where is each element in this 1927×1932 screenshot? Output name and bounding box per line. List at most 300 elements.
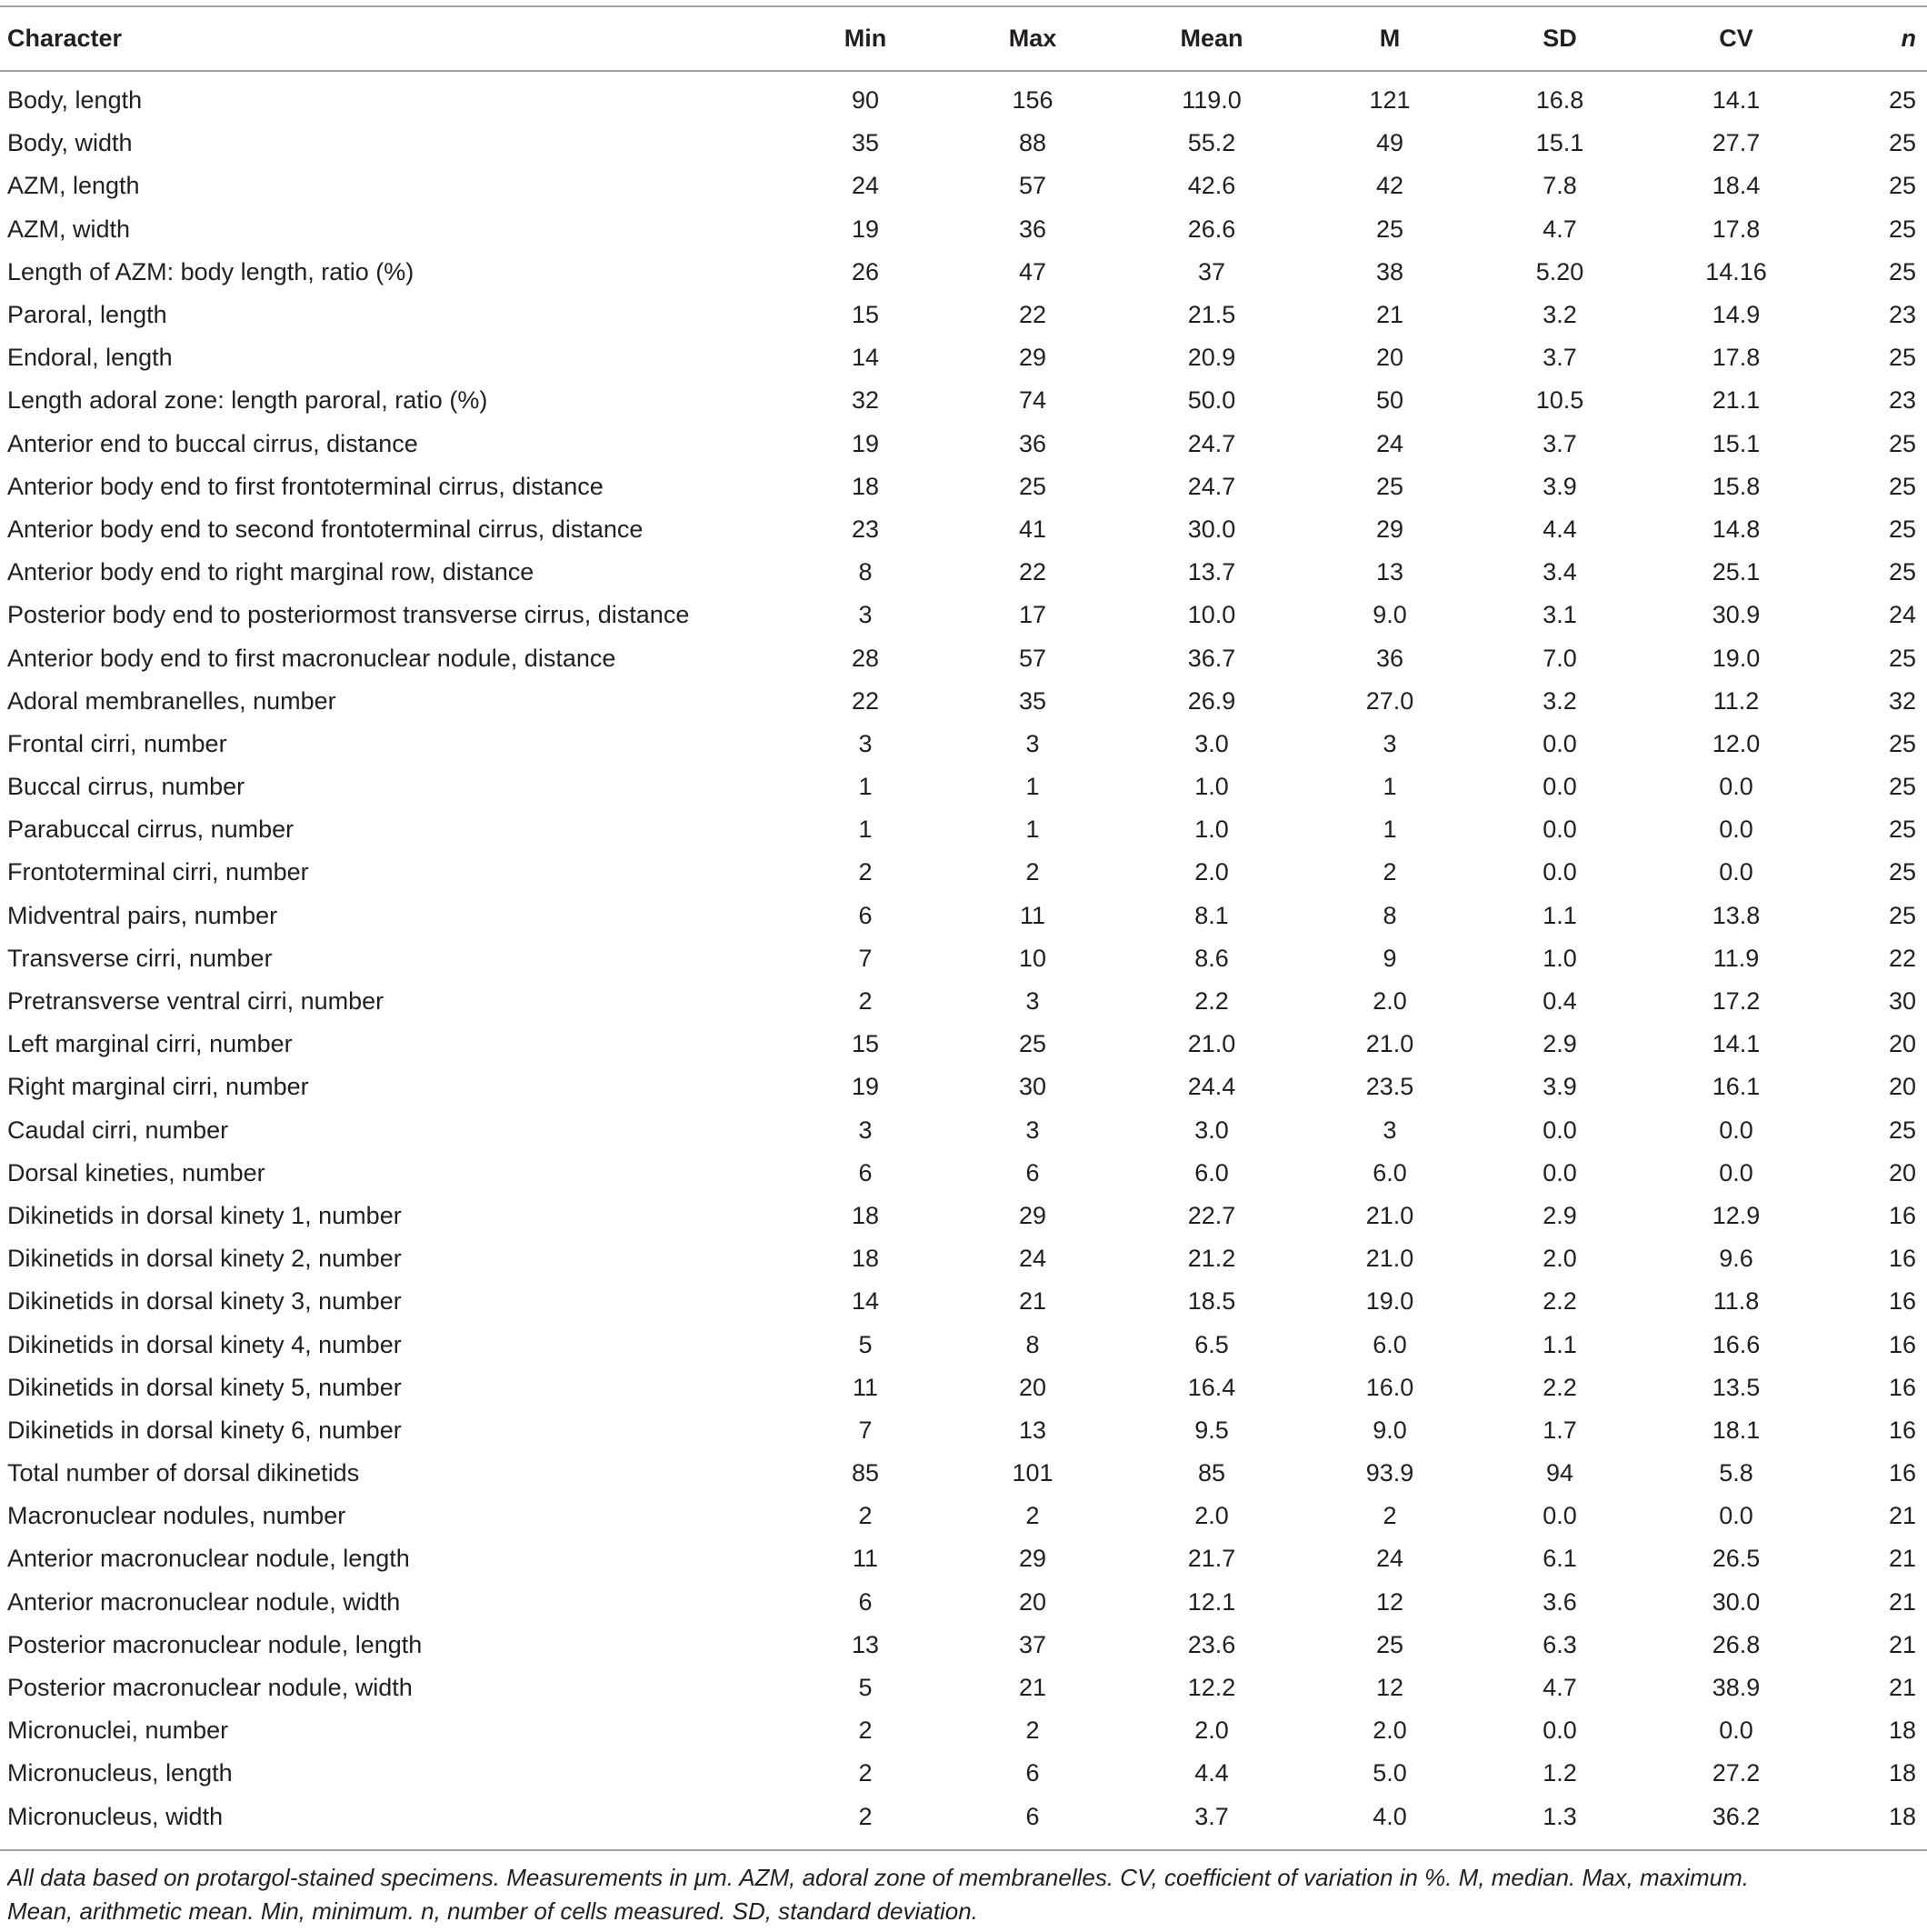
n-cell: 16 [1888,1201,1916,1229]
table-row [0,1195,1927,1237]
min-cell: 3 [858,601,873,629]
cv-cell: 12.0 [1712,729,1761,757]
table-row [0,1237,1927,1280]
character-cell: Frontoterminal cirri, number [7,858,309,886]
table-row [0,851,1927,894]
n-cell: 25 [1888,644,1916,672]
median-cell: 50 [1375,386,1404,415]
header-max: Max [1008,24,1057,52]
character-cell: Anterior body end to second frontoterminal cirrus, distance [7,515,644,543]
cv-cell: 18.1 [1712,1416,1761,1444]
max-cell: 88 [1018,129,1047,157]
min-cell: 13 [851,1630,880,1658]
table-row [0,294,1927,336]
min-cell: 2 [858,1717,873,1745]
max-cell: 41 [1018,515,1047,543]
table-row [0,1624,1927,1667]
median-cell: 24 [1375,1545,1404,1573]
mean-cell: 4.4 [1194,1759,1229,1787]
character-cell: Paroral, length [7,301,167,329]
median-cell: 24 [1375,429,1404,457]
n-cell: 25 [1888,472,1916,500]
table-header-rule [0,70,1927,72]
cv-cell: 15.8 [1712,472,1761,500]
min-cell: 11 [852,1545,879,1573]
character-cell: AZM, length [7,172,140,200]
max-cell: 13 [1018,1416,1047,1444]
cv-cell: 18.4 [1712,172,1761,200]
min-cell: 18 [851,1201,880,1229]
n-cell: 23 [1888,386,1916,415]
cv-cell: 17.2 [1712,987,1761,1016]
n-cell: 25 [1888,257,1916,285]
median-cell: 9.0 [1373,601,1407,629]
min-cell: 2 [858,1802,873,1830]
character-cell: Dikinetids in dorsal kinety 2, number [7,1245,402,1273]
min-cell: 6 [858,1587,873,1616]
table-body [0,79,1927,1838]
min-cell: 28 [851,644,880,672]
table-row [0,1280,1927,1323]
mean-cell: 3.0 [1194,729,1229,757]
max-cell: 1 [1025,816,1040,844]
table-row [0,1023,1927,1066]
max-cell: 74 [1018,386,1047,415]
character-cell: Length of AZM: body length, ratio (%) [7,257,414,285]
character-cell: Body, width [7,129,133,157]
mean-cell: 9.5 [1194,1416,1229,1444]
sd-cell: 3.9 [1543,1073,1577,1101]
cv-cell: 0.0 [1719,1158,1753,1186]
cv-cell: 14.1 [1712,86,1761,115]
mean-cell: 12.2 [1187,1674,1236,1702]
table-row [0,122,1927,165]
mean-cell: 3.0 [1194,1116,1229,1144]
sd-cell: 0.4 [1543,987,1577,1016]
character-cell: Transverse cirri, number [7,944,273,972]
median-cell: 25 [1375,1630,1404,1658]
min-cell: 3 [858,729,873,757]
sd-cell: 2.9 [1543,1030,1577,1058]
median-cell: 93.9 [1365,1459,1414,1487]
n-cell: 16 [1888,1287,1916,1316]
sd-cell: 0.0 [1543,729,1577,757]
min-cell: 15 [851,1030,880,1058]
header-cv: CV [1719,24,1753,52]
sd-cell: 0.0 [1543,858,1577,886]
max-cell: 3 [1025,729,1040,757]
cv-cell: 14.8 [1712,515,1761,543]
max-cell: 36 [1018,215,1047,243]
cv-cell: 14.16 [1705,257,1767,285]
character-cell: Adoral membranelles, number [7,686,336,715]
sd-cell: 6.3 [1543,1630,1577,1658]
min-cell: 14 [851,344,880,372]
mean-cell: 26.9 [1187,686,1236,715]
min-cell: 14 [851,1287,880,1316]
min-cell: 5 [858,1330,873,1358]
sd-cell: 3.1 [1543,601,1577,629]
table-row [0,79,1927,122]
min-cell: 8 [858,558,873,586]
table-row [0,895,1927,937]
table-row [0,208,1927,251]
max-cell: 57 [1018,172,1047,200]
sd-cell: 3.6 [1543,1587,1577,1616]
mean-cell: 24.7 [1187,472,1236,500]
table-row [0,980,1927,1023]
sd-cell: 3.2 [1543,686,1577,715]
max-cell: 3 [1025,1116,1040,1144]
mean-cell: 21.7 [1187,1545,1236,1573]
n-cell: 16 [1888,1330,1916,1358]
table-row [0,336,1927,379]
max-cell: 2 [1025,858,1040,886]
median-cell: 9.0 [1373,1416,1407,1444]
cv-cell: 36.2 [1712,1802,1761,1830]
table-row [0,723,1927,766]
n-cell: 21 [1888,1674,1916,1702]
sd-cell: 4.7 [1543,215,1577,243]
n-cell: 16 [1888,1416,1916,1444]
cv-cell: 16.6 [1712,1330,1761,1358]
character-cell: Macronuclear nodules, number [7,1502,346,1530]
cv-cell: 0.0 [1719,1717,1753,1745]
min-cell: 7 [858,1416,873,1444]
table-row [0,465,1927,508]
mean-cell: 2.0 [1194,858,1229,886]
character-cell: Caudal cirri, number [7,1116,229,1144]
median-cell: 4.0 [1373,1802,1407,1830]
cv-cell: 11.8 [1712,1287,1760,1316]
max-cell: 47 [1018,257,1047,285]
cv-cell: 9.6 [1719,1245,1753,1273]
mean-cell: 119.0 [1182,86,1242,115]
mean-cell: 36.7 [1187,644,1236,672]
max-cell: 21 [1018,1674,1047,1702]
max-cell: 35 [1018,686,1047,715]
mean-cell: 16.4 [1187,1373,1236,1401]
median-cell: 2.0 [1373,987,1407,1016]
table-row [0,594,1927,636]
character-cell: Anterior body end to first frontoterminal cirrus, distance [7,472,604,500]
median-cell: 25 [1375,215,1404,243]
character-cell: Micronucleus, width [7,1802,224,1830]
mean-cell: 30.0 [1187,515,1236,543]
table-row [0,680,1927,723]
table-row [0,766,1927,808]
mean-cell: 6.5 [1194,1330,1229,1358]
table-row [0,1409,1927,1452]
cv-cell: 11.2 [1712,686,1760,715]
cv-cell: 13.5 [1712,1373,1761,1401]
n-cell: 21 [1888,1630,1916,1658]
character-cell: Anterior end to buccal cirrus, distance [7,429,418,457]
sd-cell: 0.0 [1543,1717,1577,1745]
min-cell: 19 [851,215,880,243]
min-cell: 2 [858,1759,873,1787]
max-cell: 25 [1018,472,1047,500]
character-cell: Anterior macronuclear nodule, length [7,1545,410,1573]
character-cell: Dorsal kineties, number [7,1158,265,1186]
min-cell: 2 [858,1502,873,1530]
header-character: Character [7,24,123,52]
cv-cell: 17.8 [1712,215,1761,243]
median-cell: 21.0 [1365,1030,1414,1058]
sd-cell: 3.2 [1543,301,1577,329]
table-row [0,1323,1927,1366]
sd-cell: 1.1 [1543,901,1577,929]
cv-cell: 0.0 [1719,1116,1753,1144]
mean-cell: 10.0 [1187,601,1236,629]
mean-cell: 21.5 [1187,301,1236,329]
cv-cell: 0.0 [1719,773,1753,801]
n-cell: 25 [1888,816,1916,844]
max-cell: 6 [1025,1802,1040,1830]
sd-cell: 94 [1545,1459,1574,1487]
sd-cell: 3.9 [1543,472,1577,500]
max-cell: 6 [1025,1158,1040,1186]
median-cell: 3 [1383,1116,1397,1144]
sd-cell: 2.2 [1543,1373,1577,1401]
max-cell: 1 [1025,773,1040,801]
max-cell: 11 [1019,901,1046,929]
min-cell: 7 [858,944,873,972]
n-cell: 25 [1888,429,1916,457]
character-cell: Dikinetids in dorsal kinety 5, number [7,1373,402,1401]
max-cell: 156 [1012,86,1053,115]
max-cell: 25 [1018,1030,1047,1058]
sd-cell: 1.1 [1543,1330,1577,1358]
median-cell: 19.0 [1365,1287,1414,1316]
cv-cell: 19.0 [1712,644,1761,672]
max-cell: 24 [1018,1245,1047,1273]
character-cell: Length adoral zone: length paroral, ratio (%) [7,386,488,415]
character-cell: Pretransverse ventral cirri, number [7,987,384,1016]
character-cell: Anterior body end to first macronuclear nodule, distance [7,644,616,672]
table-row [0,1152,1927,1195]
max-cell: 57 [1018,644,1047,672]
median-cell: 6.0 [1373,1330,1407,1358]
n-cell: 24 [1888,601,1916,629]
table-row [0,1452,1927,1495]
mean-cell: 21.2 [1187,1245,1236,1273]
median-cell: 16.0 [1365,1373,1414,1401]
n-cell: 21 [1888,1587,1916,1616]
footnote-line: All data based on protargol-stained specimens. Measurements in μm. AZM, adoral zone of membranelles. CV, coefficient of variation in %. M, median. Max, maximum. [7,1864,1749,1891]
sd-cell: 7.0 [1543,644,1577,672]
max-cell: 20 [1018,1373,1047,1401]
max-cell: 36 [1018,429,1047,457]
table-row [0,1752,1927,1795]
footnote-line: Mean, arithmetic mean. Min, minimum. n, number of cells measured. SD, standard deviation. [7,1897,978,1925]
table-row [0,1796,1927,1838]
sd-cell: 3.7 [1543,429,1577,457]
table-row [0,1537,1927,1580]
n-cell: 25 [1888,558,1916,586]
min-cell: 90 [851,86,880,115]
sd-cell: 2.9 [1543,1201,1577,1229]
character-cell: Dikinetids in dorsal kinety 4, number [7,1330,402,1358]
max-cell: 22 [1018,301,1047,329]
n-cell: 32 [1888,686,1916,715]
table-row [0,1581,1927,1624]
character-cell: Micronucleus, length [7,1759,233,1787]
min-cell: 2 [858,858,873,886]
character-cell: AZM, width [7,215,131,243]
n-cell: 25 [1888,901,1916,929]
min-cell: 18 [851,472,880,500]
sd-cell: 1.3 [1543,1802,1577,1830]
median-cell: 49 [1375,129,1404,157]
character-cell: Dikinetids in dorsal kinety 3, number [7,1287,402,1316]
min-cell: 19 [851,429,880,457]
median-cell: 6.0 [1373,1158,1407,1186]
max-cell: 21 [1018,1287,1047,1316]
cv-cell: 26.5 [1712,1545,1761,1573]
median-cell: 12 [1375,1587,1404,1616]
cv-cell: 30.9 [1712,601,1761,629]
min-cell: 6 [858,1158,873,1186]
cv-cell: 38.9 [1712,1674,1761,1702]
sd-cell: 2.2 [1543,1287,1577,1316]
mean-cell: 23.6 [1187,1630,1236,1658]
median-cell: 13 [1375,558,1404,586]
sd-cell: 16.8 [1535,86,1584,115]
table-bottom-rule [0,1849,1927,1851]
n-cell: 21 [1888,1502,1916,1530]
mean-cell: 1.0 [1194,816,1229,844]
cv-cell: 17.8 [1712,344,1761,372]
max-cell: 22 [1018,558,1047,586]
cv-cell: 12.9 [1712,1201,1761,1229]
mean-cell: 50.0 [1187,386,1236,415]
mean-cell: 2.0 [1194,1502,1229,1530]
cv-cell: 13.8 [1712,901,1761,929]
max-cell: 101 [1012,1459,1053,1487]
character-cell: Body, length [7,86,143,115]
cv-cell: 14.9 [1712,301,1761,329]
character-cell: Left marginal cirri, number [7,1030,293,1058]
table-row [0,1709,1927,1752]
max-cell: 10 [1018,944,1047,972]
n-cell: 25 [1888,729,1916,757]
mean-cell: 21.0 [1187,1030,1236,1058]
sd-cell: 3.4 [1543,558,1577,586]
median-cell: 8 [1383,901,1397,929]
median-cell: 20 [1375,344,1404,372]
sd-cell: 10.5 [1535,386,1584,415]
character-cell: Anterior macronuclear nodule, width [7,1587,401,1616]
median-cell: 12 [1375,1674,1404,1702]
table-row [0,551,1927,594]
n-cell: 25 [1888,1116,1916,1144]
min-cell: 3 [858,1116,873,1144]
character-cell: Posterior macronuclear nodule, width [7,1674,413,1702]
cv-cell: 27.2 [1712,1759,1761,1787]
n-cell: 25 [1888,515,1916,543]
character-cell: Buccal cirrus, number [7,773,245,801]
min-cell: 22 [851,686,880,715]
min-cell: 19 [851,1073,880,1101]
sd-cell: 0.0 [1543,816,1577,844]
character-cell: Dikinetids in dorsal kinety 1, number [7,1201,402,1229]
n-cell: 25 [1888,858,1916,886]
median-cell: 2.0 [1373,1717,1407,1745]
mean-cell: 85 [1197,1459,1226,1487]
n-cell: 25 [1888,172,1916,200]
median-cell: 23.5 [1365,1073,1414,1101]
mean-cell: 6.0 [1194,1158,1229,1186]
n-cell: 20 [1888,1158,1916,1186]
n-cell: 16 [1888,1245,1916,1273]
table-row [0,423,1927,465]
min-cell: 18 [851,1245,880,1273]
cv-cell: 16.1 [1712,1073,1761,1101]
n-cell: 25 [1888,86,1916,115]
header-min: Min [844,24,887,52]
cv-cell: 21.1 [1712,386,1761,415]
median-cell: 1 [1383,816,1397,844]
n-cell: 20 [1888,1073,1916,1101]
sd-cell: 7.8 [1543,172,1577,200]
min-cell: 15 [851,301,880,329]
sd-cell: 5.20 [1535,257,1584,285]
min-cell: 24 [851,172,880,200]
character-cell: Endoral, length [7,344,173,372]
table-row [0,1109,1927,1152]
character-cell: Frontal cirri, number [7,729,227,757]
max-cell: 2 [1025,1717,1040,1745]
median-cell: 21.0 [1365,1201,1414,1229]
n-cell: 25 [1888,129,1916,157]
median-cell: 2 [1383,1502,1397,1530]
cv-cell: 0.0 [1719,1502,1753,1530]
n-cell: 30 [1888,987,1916,1016]
n-cell: 23 [1888,301,1916,329]
max-cell: 29 [1018,1201,1047,1229]
mean-cell: 37 [1197,257,1226,285]
max-cell: 29 [1018,344,1047,372]
header-n: n [1901,24,1916,52]
character-cell: Anterior body end to right marginal row, distance [7,558,534,586]
n-cell: 18 [1888,1802,1916,1830]
n-cell: 18 [1888,1717,1916,1745]
header-median: M [1379,24,1401,52]
mean-cell: 24.4 [1187,1073,1236,1101]
n-cell: 25 [1888,344,1916,372]
median-cell: 25 [1375,472,1404,500]
table-header-row [0,7,1927,69]
sd-cell: 1.2 [1543,1759,1577,1787]
n-cell: 21 [1888,1545,1916,1573]
table-row [0,508,1927,551]
sd-cell: 0.0 [1543,1116,1577,1144]
median-cell: 5.0 [1373,1759,1407,1787]
table-row [0,379,1927,422]
cv-cell: 5.8 [1719,1459,1753,1487]
max-cell: 37 [1018,1630,1047,1658]
cv-cell: 15.1 [1712,429,1761,457]
median-cell: 121 [1369,86,1411,115]
max-cell: 2 [1025,1502,1040,1530]
min-cell: 23 [851,515,880,543]
min-cell: 1 [858,773,873,801]
n-cell: 18 [1888,1759,1916,1787]
sd-cell: 1.0 [1543,944,1577,972]
sd-cell: 4.7 [1543,1674,1577,1702]
n-cell: 20 [1888,1030,1916,1058]
